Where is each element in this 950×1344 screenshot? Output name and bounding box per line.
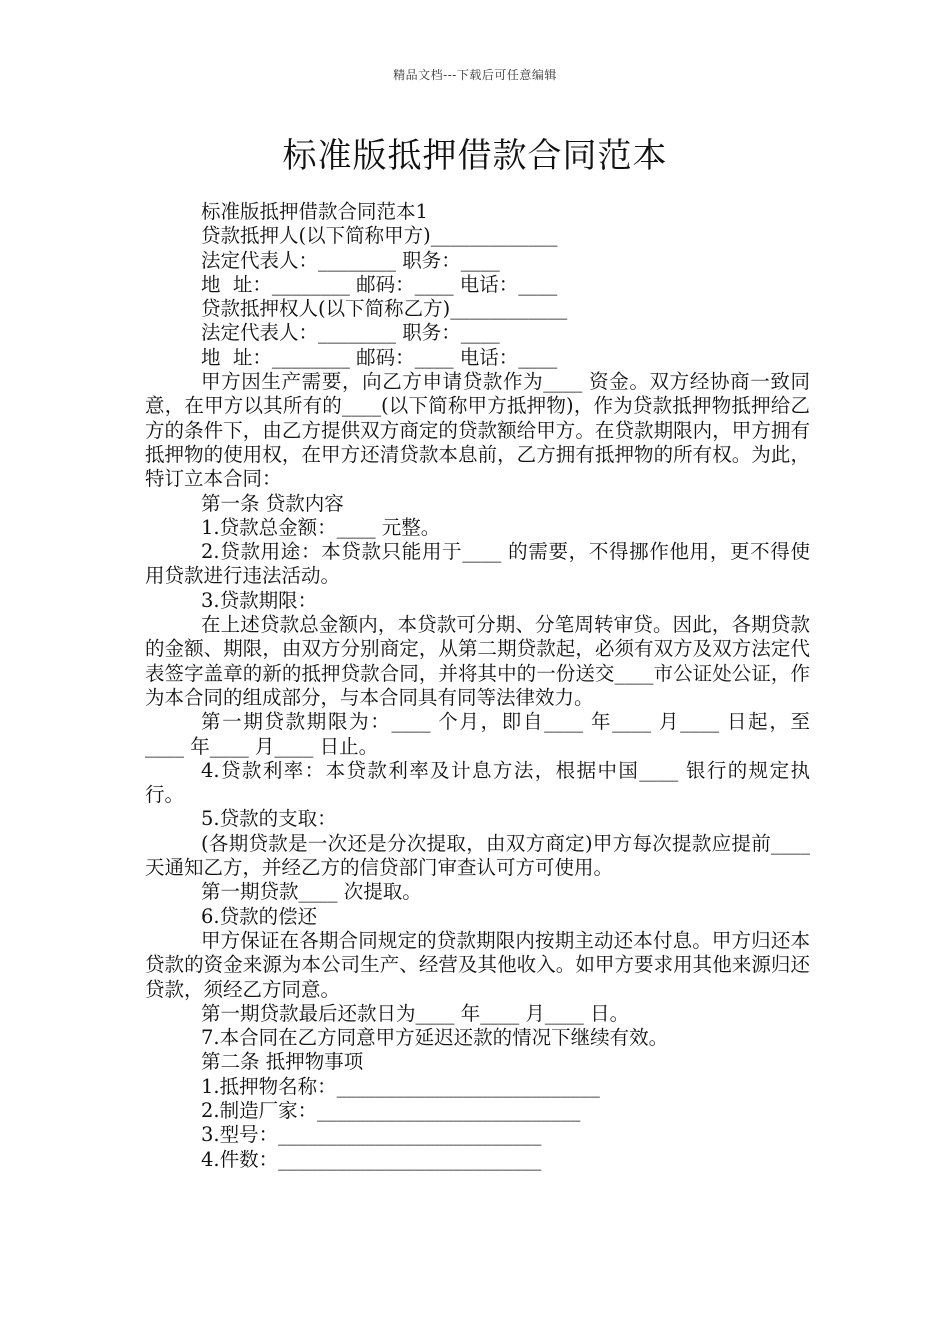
collateral-model-line: 3.型号：___________________________ — [201, 1123, 542, 1147]
item-7-validity: 7.本合同在乙方同意甲方延迟还款的情况下继续有效。 — [201, 1026, 669, 1050]
lender-representative-line: 法定代表人：________ 职务：____ — [201, 321, 500, 345]
last-repayment-date-line: 第一期贷款最后还款日为____ 年____ 月____ 日。 — [201, 1001, 630, 1025]
document-title: 标准版抵押借款合同范本 — [282, 136, 668, 176]
item-6-repayment: 6.贷款的偿还 — [201, 904, 318, 928]
first-withdrawal-line: 第一期贷款____ 次提取。 — [201, 880, 422, 904]
article-1-heading: 第一条 贷款内容 — [201, 491, 344, 515]
first-term-paragraph: 第一期贷款期限为：____ 个月，即自____ 年____ 月____ 日起，至____ 年____ 月____ 日止。 — [145, 710, 810, 758]
collateral-manufacturer-line: 2.制造厂家：___________________________ — [201, 1098, 581, 1122]
collateral-name-line: 1.抵押物名称：___________________________ — [201, 1074, 600, 1098]
repayment-paragraph: 甲方保证在各期合同规定的贷款期限内按期主动还本付息。甲方归还本贷款的资金来源为本公司生产、经营及其他收入。如甲方要求用其他来源归还贷款，须经乙方同意。 — [145, 928, 810, 1001]
lender-line: 贷款抵押权人(以下简称乙方)____________ — [201, 297, 568, 321]
header-note: 精品文档---下载后可任意编辑 — [393, 68, 557, 82]
subtitle-line: 标准版抵押借款合同范本1 — [201, 200, 428, 223]
item-3-loan-term: 3.贷款期限： — [201, 588, 318, 612]
borrower-line: 贷款抵押人(以下简称甲方)_____________ — [201, 224, 558, 248]
preamble-paragraph: 甲方因生产需要，向乙方申请贷款作为____ 资金。双方经协商一致同意，在甲方以其所有的____(以下简称甲方抵押物)，作为贷款抵押物抵押给乙方的条件下，由乙方提供双方商定的贷款额给甲方。在贷款期限内，甲方拥有抵押物的使用权，在甲方还清贷款本息前，乙方拥有抵押物的所有权。为此，特订立本合同： — [145, 370, 810, 491]
article-2-heading: 第二条 抵押物事项 — [201, 1050, 364, 1074]
item-5-withdrawal: 5.贷款的支取： — [201, 807, 337, 831]
contract-body — [145, 200, 810, 1172]
borrower-address-line: 地 址：________ 邮码：____ 电话：____ — [201, 272, 558, 296]
withdrawal-paragraph: (各期贷款是一次还是分次提取，由双方商定)甲方每次提款应提前____ 天通知乙方，并经乙方的信贷部门审查认可方可使用。 — [145, 831, 810, 880]
item-1-total-amount: 1.贷款总金额：____ 元整。 — [201, 515, 441, 539]
item-2-loan-purpose: 2.贷款用途：本贷款只能用于____ 的需要，不得挪作他用，更不得使用贷款进行违法活动。 — [145, 540, 810, 588]
lender-address-line: 地 址：________ 邮码：____ 电话：____ — [201, 345, 558, 369]
loan-term-paragraph: 在上述贷款总金额内，本贷款可分期、分笔周转审贷。因此，各期贷款的金额、期限，由双方分别商定，从第二期贷款起，必须有双方及双方法定代表签字盖章的新的抵押贷款合同，并将其中的一份送交____市公证处公证，作为本合同的组成部分，与本合同具有同等法律效力。 — [145, 613, 810, 709]
collateral-quantity-line: 4.件数：___________________________ — [201, 1147, 542, 1171]
item-4-interest-rate: 4.贷款利率：本贷款利率及计息方法，根据中国____ 银行的规定执行。 — [145, 758, 810, 807]
borrower-representative-line: 法定代表人：________ 职务：____ — [201, 248, 500, 272]
